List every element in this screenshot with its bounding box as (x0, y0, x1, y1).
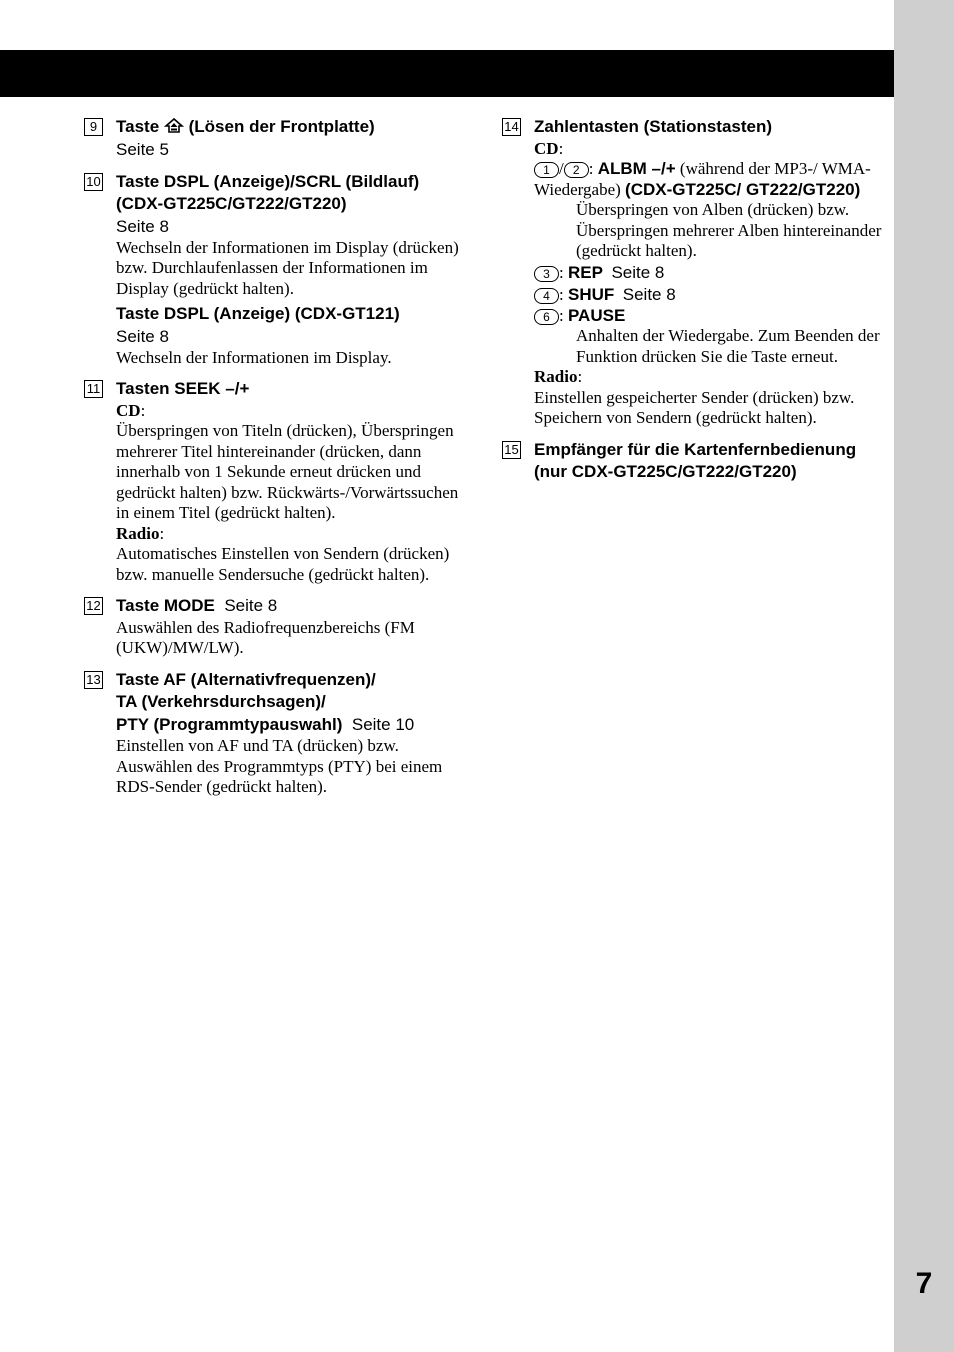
rep-line: 3 : REP Seite 8 (534, 262, 882, 284)
pause-description: Anhalten der Wiedergabe. Zum Beenden der Funktion drücken Sie die Taste erneut. (576, 326, 880, 366)
description: Wechseln der Informationen im Display (drücken) bzw. Durchlaufenlassen der Informationen im Display (gedrückt halten). (116, 237, 459, 298)
item-heading: Taste (Lösen der Frontplatte) (116, 117, 375, 136)
page-reference: Seite 10 (351, 714, 415, 734)
side-tab (894, 0, 954, 1352)
item-number: 10 (84, 173, 103, 191)
albm-note: (während der MP3-/ WMA-Wiedergabe) (534, 159, 871, 199)
description: Einstellen von AF und TA (drücken) bzw. Auswählen des Programmtyps (PTY) bei einem RDS-Sender (gedrückt halten). (116, 736, 443, 796)
item-9 (84, 116, 464, 161)
item-heading: Taste DSPL (Anzeige)/SCRL (Bildlauf) (CDX-GT225C/GT222/GT220) (116, 171, 420, 213)
key-3: 3 (534, 266, 559, 282)
item-heading-line-1: Taste AF (Alternativfrequenzen)/ (116, 669, 376, 689)
left-column (84, 116, 464, 808)
description: Auswählen des Radiofrequenzbereichs (FM (UKW)/MW/LW). (116, 617, 415, 657)
item-number: 15 (502, 441, 521, 459)
item-12 (84, 595, 464, 659)
page-reference: Seite 8 (622, 284, 676, 304)
cd-label: CD: (116, 400, 146, 420)
albm-label: ALBM –/+ (597, 159, 676, 178)
right-column (502, 116, 882, 494)
shuf-label: SHUF (567, 284, 615, 304)
page-reference: Seite 8 (611, 262, 665, 282)
pause-line: 6 : PAUSE (534, 306, 882, 327)
item-heading: Tasten SEEK –/+ (116, 379, 250, 398)
description: Wechseln der Informationen im Display. (116, 347, 392, 367)
item-14 (502, 116, 882, 429)
item-11 (84, 378, 464, 585)
item-subheading: Taste DSPL (Anzeige) (CDX-GT121) (116, 304, 400, 323)
page-reference: Seite 8 (116, 216, 169, 236)
item-heading: Empfänger für die Kartenfernbedienung (nur CDX-GT225C/GT222/GT220) (534, 439, 857, 481)
item-number: 12 (84, 597, 103, 615)
item-10 (84, 171, 464, 369)
key-6: 6 (534, 309, 559, 325)
item-heading-line-3: PTY (Programmtypauswahl) Seite 10 (116, 714, 415, 734)
page-reference: Seite 8 (116, 326, 169, 346)
page-number: 7 (915, 1267, 933, 1300)
pause-label: PAUSE (567, 305, 626, 325)
albm-line: 1 / 2 : ALBM –/+ (während der MP3-/ WMA-Wiedergabe) (CDX-GT225C/ GT222/GT220) (534, 159, 871, 199)
albm-model: (CDX-GT225C/ GT222/GT220) (625, 179, 861, 199)
item-number: 14 (502, 118, 521, 136)
shuf-line: 4 : SHUF Seite 8 (534, 284, 882, 306)
item-number: 13 (84, 671, 103, 689)
key-4: 4 (534, 288, 559, 304)
page-reference: Seite 5 (116, 139, 169, 159)
item-heading: Taste MODE Seite 8 (116, 596, 278, 615)
item-heading-line-2: TA (Verkehrsdurchsagen)/ (116, 692, 326, 711)
radio-description: Automatisches Einstellen von Sendern (drücken) bzw. manuelle Sendersuche (gedrückt halten). (116, 544, 450, 584)
key-2: 2 (564, 162, 589, 178)
item-heading: Zahlentasten (Stationstasten) (534, 117, 773, 136)
item-15 (502, 439, 882, 484)
header-bar (0, 50, 894, 97)
radio-description: Einstellen gespeicherter Sender (drücken) bzw. Speichern von Sendern (gedrückt halten). (534, 387, 855, 427)
item-number: 9 (84, 118, 103, 136)
cd-label: CD: (534, 138, 564, 158)
item-number: 11 (84, 380, 103, 398)
radio-label: Radio: (116, 523, 165, 543)
key-1: 1 (534, 162, 559, 178)
radio-label: Radio: (534, 367, 583, 386)
page-reference: Seite 8 (224, 596, 278, 615)
item-13 (84, 669, 464, 798)
albm-description: Überspringen von Alben (drücken) bzw. Überspringen mehrerer Alben hintereinander (gedrückt halten). (576, 200, 882, 260)
eject-icon (164, 117, 184, 135)
rep-label: REP (567, 262, 603, 282)
cd-description: Überspringen von Titeln (drücken), Überspringen mehrerer Titel hintereinander (drücken, dann innerhalb von 1 Sekunde erneut drücken und gedrückt halten) bzw. Rückwärts-/Vorwärtssuchen in einem Titel (gedrückt halten). (116, 421, 459, 522)
